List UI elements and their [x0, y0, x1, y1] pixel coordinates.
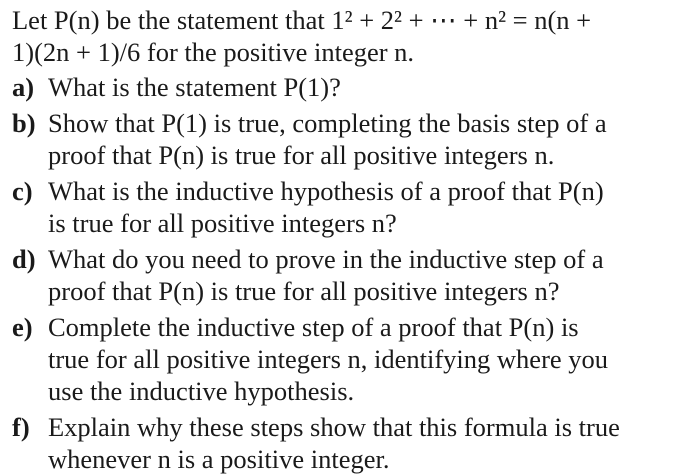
question-label: b) — [12, 108, 36, 138]
question-line: proof that P(n) is true for all positive integers n. — [48, 140, 555, 170]
question-line: Explain why these steps show that this formula is true — [48, 412, 620, 442]
question-line: What do you need to prove in the inductive step of a — [48, 244, 604, 274]
question-line: What is the inductive hypothesis of a proof that P(n) — [48, 176, 604, 206]
question-item-c — [12, 175, 672, 239]
question-line: is true for all positive integers n? — [48, 208, 397, 238]
statement-line: Let P(n) be the statement that 1² + 2² + ⋯ + n² = n(n + — [12, 5, 592, 35]
question-item-b — [12, 107, 672, 171]
question-line: What is the statement P(1)? — [48, 72, 341, 102]
question-label: d) — [12, 244, 36, 274]
question-line: Complete the inductive step of a proof that P(n) is — [48, 312, 579, 342]
question-line: proof that P(n) is true for all positive integers n? — [48, 276, 560, 306]
problem-statement — [12, 4, 672, 68]
question-line: whenever n is a positive integer. — [48, 444, 390, 474]
question-item-f — [12, 411, 672, 475]
question-label: a) — [12, 72, 35, 102]
statement-line: 1)(2n + 1)/6 for the positive integer n. — [12, 37, 415, 67]
question-label: c) — [12, 176, 33, 206]
question-item-a — [12, 71, 672, 103]
question-line: Show that P(1) is true, completing the basis step of a — [48, 108, 607, 138]
question-line: true for all positive integers n, identifying where you — [48, 344, 609, 374]
question-label: e) — [12, 312, 33, 342]
question-line: use the inductive hypothesis. — [48, 376, 355, 406]
question-label: f) — [12, 412, 30, 442]
question-item-e — [12, 311, 672, 407]
question-item-d — [12, 243, 672, 307]
problem-document — [12, 4, 672, 475]
